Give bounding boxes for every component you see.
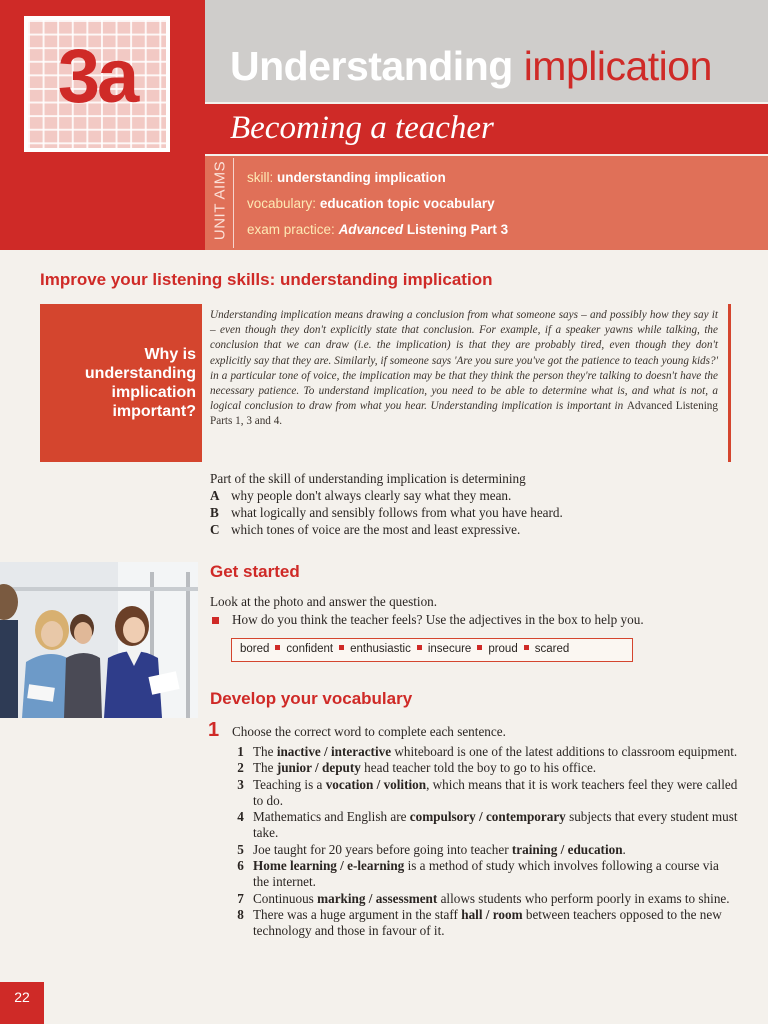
get-started-instruction: Look at the photo and answer the question. [210, 594, 438, 609]
word-choice: Home learning / e-learning [253, 858, 405, 874]
adjective: confident [286, 643, 334, 655]
separator-square-icon [477, 645, 482, 650]
why-rule [728, 304, 731, 462]
square-bullet-icon [212, 617, 219, 624]
exercise-item: 7 Continuous marking / assessment allows students who perform poorly in exams to shine. [237, 890, 730, 906]
unit-number: 3a [57, 34, 137, 119]
unit-title-part2: implication [523, 43, 712, 89]
word-choice: hall / room [461, 906, 523, 922]
exercise-item: 8 There was a huge argument in the staff hall / room between teachers opposed to the new technology and those in favour of it. [237, 906, 722, 939]
vocabulary-heading: Develop your vocabulary [210, 689, 413, 708]
exercise-item: 6 Home learning / e-learning is a method of study which involves following a course via the internet. [237, 858, 719, 890]
exercise-instruction: Choose the correct word to complete each sentence. [232, 724, 506, 739]
word-choice: compulsory / contemporary [409, 809, 566, 825]
unit-title-part1: Understanding [230, 43, 513, 89]
option-b: B what logically and sensibly follows from what you have heard. [210, 505, 563, 520]
why-label: Why is understanding implication important? [84, 346, 196, 420]
unit-aims-label-text: UNIT AIMS [211, 160, 229, 241]
adjective: proud [488, 643, 518, 655]
adjective-box [231, 638, 633, 662]
why-paragraph-end: Advanced Listening Parts 1, 3 and 4. [210, 400, 718, 428]
improve-heading: Improve your listening skills: understanding implication [40, 270, 493, 289]
option-c: C which tones of voice are the most and least expressive. [210, 522, 521, 537]
adjective: enthusiastic [350, 643, 411, 655]
aim-vocabulary: vocabulary: education topic vocabulary [247, 196, 495, 211]
exercise-item: 5 Joe taught for 20 years before going into teacher training / education. [237, 841, 626, 857]
unit-aims-label [206, 158, 234, 248]
word-choice: junior / deputy [276, 760, 361, 776]
separator-square-icon [524, 645, 529, 650]
classroom-photo-illustration [0, 562, 198, 718]
exercise-number: 1 [208, 719, 220, 741]
get-started-question: How do you think the teacher feels? Use the adjectives in the box to help you. [210, 611, 740, 629]
exercise-item: 4 Mathematics and English are compulsory / contemporary subjects that every student must take. [237, 809, 738, 841]
exercise-item: 2 The junior / deputy head teacher told the boy to go to his office. [237, 760, 597, 776]
question-block [210, 470, 730, 538]
unit-title [230, 42, 712, 90]
aim-exam-practice: exam practice: Advanced Listening Part 3 [247, 222, 509, 237]
question-text: Part of the skill of understanding implication is determining [210, 471, 526, 486]
word-choice: training / education [511, 841, 623, 857]
separator-square-icon [339, 645, 344, 650]
exercise-item: 1 The inactive / interactive whiteboard is one of the latest additions to classroom equipment. [237, 744, 738, 759]
separator-square-icon [275, 645, 280, 650]
exercise-item: 3 Teaching is a vocation / volition, which means that it is work teachers feel they were called to do. [237, 776, 738, 808]
option-a: A why people don't always clearly say what they mean. [210, 488, 512, 503]
get-started-body [210, 593, 740, 629]
unit-subtitle: Becoming a teacher [230, 110, 494, 146]
adjective: insecure [427, 643, 472, 655]
classroom-photo [0, 562, 198, 718]
exercise-list [228, 744, 738, 940]
page-number: 22 [0, 982, 44, 1024]
separator-square-icon [417, 645, 422, 650]
word-choice: marking / assessment [317, 890, 438, 906]
word-choice: inactive / interactive [276, 744, 392, 759]
why-paragraph: Understanding implication means drawing a conclusion from what someone says – and possibly how they say it – even though they don't explicitly state that conclusion. For example, if a speaker yawns while talking, the conclusion that we can draw (i.e. the implication) is that they are probably tired, even though they don't explicitly say that they are. Similarly, if someone says 'Are you sure you've got the patience to teach young kids?' in a particular tone of voice, the implication may be that they think the person they're talking to doesn't have the necessary patience. To understand implication, you need to be able to determine what is, and what is not, a logical conclusion to draw from what you hear. Understanding implication is important in Advanced Listening Parts 1, 3 and 4. [210, 309, 718, 428]
adjective: scared [534, 643, 570, 655]
adjective: bored [240, 643, 270, 655]
get-started-heading: Get started [210, 562, 300, 581]
word-choice: vocation / volition [325, 776, 427, 792]
aim-skill: skill: understanding implication [247, 170, 446, 185]
